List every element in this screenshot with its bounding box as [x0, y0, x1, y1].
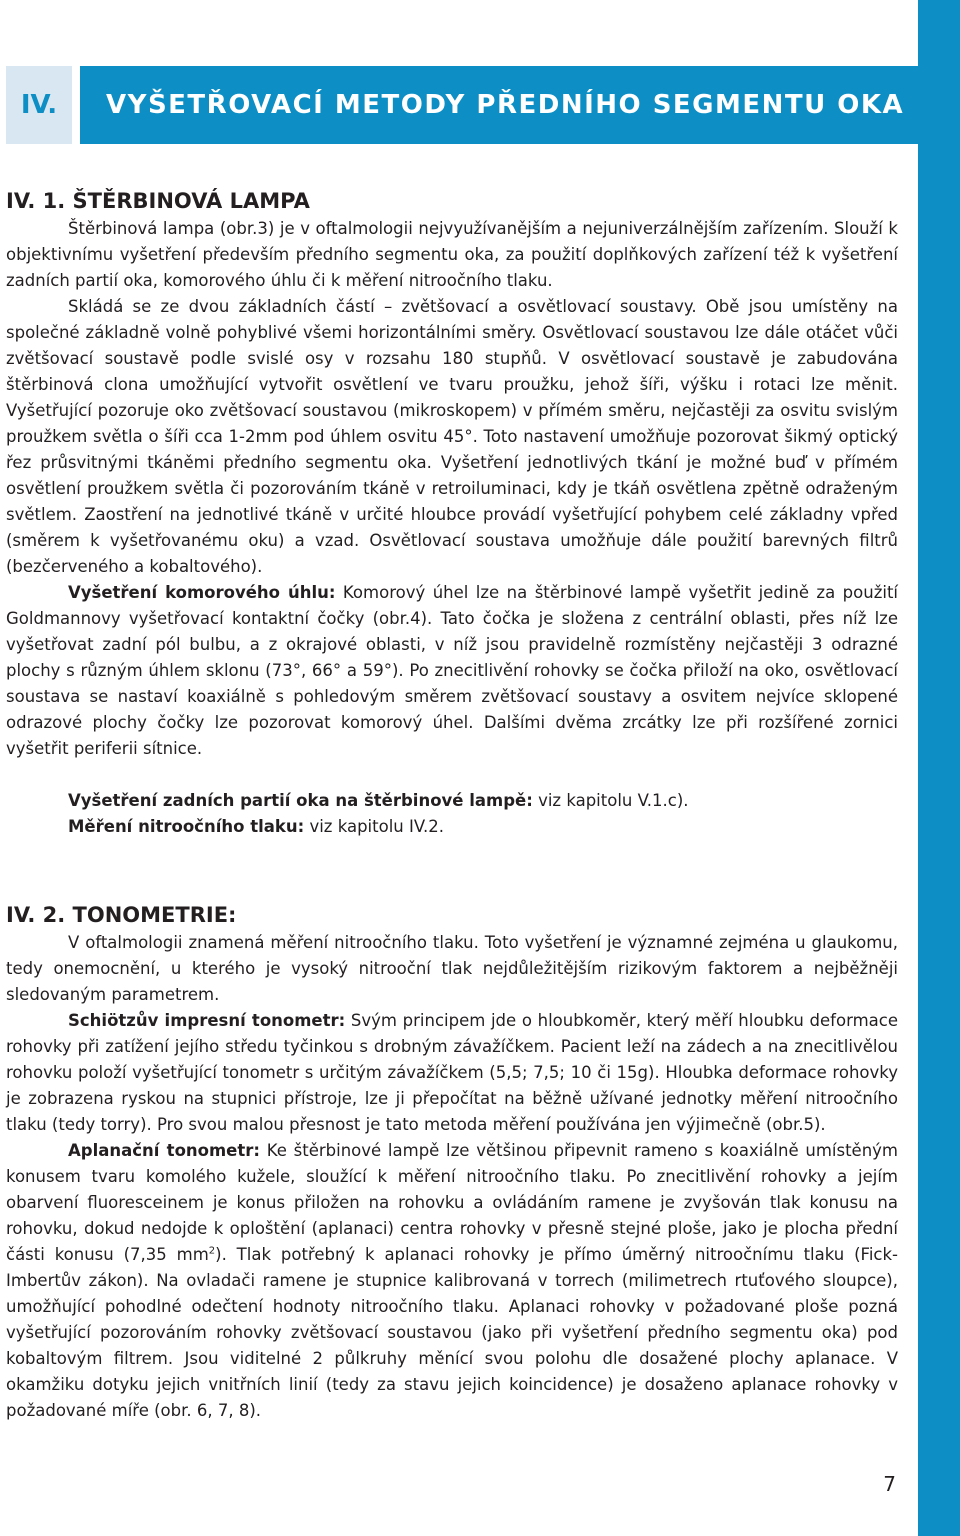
chapter-title: VYŠETŘOVACÍ METODY PŘEDNÍHO SEGMENTU OKA: [80, 66, 918, 144]
reference-lead: Měření nitroočního tlaku:: [68, 817, 305, 836]
paragraph: V oftalmologii znamená měření nitroočního tlaku. Toto vyšetření je významné zejména u glaukomu, tedy onemocnění, u kterého je vysoký nitrooční tlak nejdůležitějším rizikovým faktorem a nejběžněji sledovaným parametrem.: [6, 933, 898, 1004]
reference-target: viz kapitolu IV.2.: [304, 817, 445, 836]
paragraph: [6, 1008, 898, 1138]
page-content: [6, 186, 898, 1424]
cross-reference: [6, 788, 898, 814]
section-heading-slit-lamp: IV. 1. ŠTĚRBINOVÁ LAMPA: [6, 189, 310, 213]
chapter-number: IV.: [6, 66, 72, 144]
page-number: 7: [883, 1472, 896, 1496]
side-color-strip: [918, 0, 960, 1536]
paragraph: [6, 580, 898, 762]
paragraph-body: Ke štěrbinové lampě lze většinou připevnit rameno s koaxiálně umístěným konusem tvaru komolého kužele, sloužící k měření nitroočního tlaku. Po znecitlivění rohovky a jejím obarvení fluoresceinem je konus přiložen na rohovku a ovládáním ramene je zvyšován tlak konusu na rohovku, dokud nedojde k oploštění (aplanaci) centra rohovky v přesně stejné ploše, jako je plocha přední části konusu (7,35 mm: [6, 1141, 898, 1264]
paragraph-body: Svým principem jde o hloubkoměr, který měří hloubku deformace rohovky při zatížení jejího středu tyčinkou s drobným závažíčkem. Pacient leží na zádech a na znecitlivělou rohovku položí vyšetřující tonometr s určitým závažíčkem (5,5; 7,5; 10 či 15g). Hloubka deformace rohovky je zobrazena ryskou na stupnici přístroje, lze ji přepočítat na běžně užívané jednotky měření nitroočního tlaku (tedy torry). Pro svou malou přesnost je tato metoda měření používána jen výjimečně (obr.5).: [6, 1011, 898, 1134]
paragraph: Skládá se ze dvou základních částí – zvětšovací a osvětlovací soustavy. Obě jsou umístěny na společné základně volně pohyblivé všemi horizontálními směry. Osvětlovací soustavou lze dále otáčet vůči zvětšovací soustavě podle svislé osy v rozsahu 180 stupňů. V osvětlovací soustavě je zabudována štěrbinová clona umožňující vytvořit osvětlení ve tvaru proužku, jehož šíři, výšku i rotaci lze měnit. Vyšetřující pozoruje oko zvětšovací soustavou (mikroskopem) v přímém směru, nejčastěji za osvitu svislým proužkem světla o šíři cca 1-2mm pod úhlem osvitu 45°. Toto nastavení umožňuje pozorovat šikmý optický řez průsvitnými tkáněmi předního segmentu oka. Vyšetření jednotlivých tkání je možné buď v přímém osvětlení proužkem světla či pozorováním tkáně v retroiluminaci, kdy je tkáň osvětlena zpětně odraženým světlem. Zaostření na jednotlivé tkáně v určité hloubce provádí vyšetřující pohybem celé základny vpřed (směrem k vyšetřovanému oku) a vzad. Osvětlovací soustava umožňuje dále použití barevných filtrů (bezčerveného a kobaltového).: [6, 297, 898, 576]
section-heading-tonometry: IV. 2. TONOMETRIE:: [6, 903, 237, 927]
paragraph-lead: Vyšetření komorového úhlu:: [68, 583, 336, 602]
paragraph-lead: Schiötzův impresní tonometr:: [68, 1011, 346, 1030]
paragraph-body: ). Tlak potřebný k aplanaci rohovky je přímo úměrný nitroočnímu tlaku (Fick-Imbertův zákon). Na ovladači ramene je stupnice kalibrovaná v torrech (milimetrech rtuťového sloupce), umožňující pohodlné odečtení hodnoty nitroočního tlaku. Aplanaci rohovky v požadované ploše pozná vyšetřující pozorováním rohovky zvětšovací soustavou (jako při vyšetření předního segmentu oka) pod kobaltovým filtrem. Jsou viditelné 2 půlkruhy měnící svou polohu dle dosažené plochy aplanace. V okamžiku dotyku jejich vnitřních linií (tedy za stavu jejich koincidence) je dosaženo aplanace rohovky v požadované míře (obr. 6, 7, 8).: [6, 1245, 899, 1420]
paragraph: [6, 1138, 898, 1424]
reference-target: viz kapitolu V.1.c).: [532, 791, 689, 810]
paragraph-body: Komorový úhel lze na štěrbinové lampě vyšetřit jedině za použití Goldmannovy vyšetřovací kontaktní čočky (obr.4). Tato čočka je složena z centrální oblasti, přes níž lze vyšetřovat zadní pól bulbu, a z okrajové oblasti, v níž jsou pravidelně rozmístěny nejčastěji 3 odrazné plochy s různým úhlem sklonu (73°, 66° a 59°). Po znecitlivění rohovky se čočka přiloží na oko, osvětlovací soustava se nastaví koaxiálně s pohledovým směrem zvětšovací soustavy a osvitem nejvíce sklopené odrazové plochy čočky lze pozorovat komorový úhel. Dalšími dvěma zrcátky lze při rozšířené zornici vyšetřit periferii sítnice.: [6, 583, 898, 758]
superscript: 2: [208, 1245, 216, 1257]
reference-lead: Vyšetření zadních partií oka na štěrbinové lampě:: [68, 791, 533, 810]
paragraph-lead: Aplanační tonometr:: [68, 1141, 260, 1160]
cross-reference: [6, 814, 898, 840]
paragraph: Štěrbinová lampa (obr.3) je v oftalmologii nejvyužívanějším a nejuniverzálnějším zařízením. Slouží k objektivnímu vyšetření především předního segmentu oka, za použití doplňkových zařízení též k vyšetření zadních partií oka, komorového úhlu či k měření nitroočního tlaku.: [6, 219, 898, 290]
